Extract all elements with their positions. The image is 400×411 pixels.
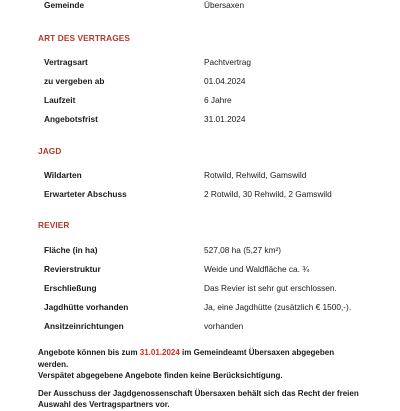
note-committee-cont: Auswahl des Vertragspartners vor.: [38, 400, 170, 409]
row-value: Das Revier ist sehr gut erschlossen.: [204, 283, 337, 293]
row-laufzeit: [0, 93, 400, 107]
row-zu-vergeben-ab: [0, 74, 400, 88]
row-erschliessung: [0, 281, 400, 295]
row-label: Erschließung: [44, 283, 97, 293]
row-revierstruktur: [0, 262, 400, 276]
row-ansitzeinrichtungen: [0, 319, 400, 333]
row-label: Revierstruktur: [44, 264, 101, 274]
row-value: 01.04.2024: [204, 76, 246, 86]
row-wildarten: [0, 168, 400, 182]
note-deadline-cont: werden.: [38, 359, 69, 369]
row-label: zu vergeben ab: [44, 76, 105, 86]
row-label: Gemeinde: [44, 0, 85, 10]
closing-notes: [38, 347, 368, 411]
deadline-date: 31.01.2024: [139, 348, 180, 357]
row-label: Vertragsart: [44, 57, 88, 67]
row-value: Ja, eine Jagdhütte (zusätzlich € 1500,-).: [204, 302, 352, 312]
note-text: im Gemeindeamt Übersaxen abgegeben: [179, 348, 335, 357]
note-text: Angebote können bis zum: [38, 348, 140, 357]
row-vertragsart: [0, 55, 400, 69]
row-value: 6 Jahre: [204, 95, 232, 105]
row-value: 31.01.2024: [204, 114, 246, 124]
row-gemeinde: [0, 0, 400, 12]
row-value: 527,08 ha (5,27 km²): [204, 245, 282, 255]
row-value: Rotwild, Rehwild, Gamswild: [204, 170, 307, 180]
row-label: Fläche (in ha): [44, 245, 98, 255]
row-value: 2 Rotwild, 30 Rehwild, 2 Gamswild: [204, 189, 332, 199]
section-title-revier: REVIER: [38, 220, 70, 230]
row-value: Übersaxen: [204, 0, 245, 10]
note-deadline: [38, 347, 368, 359]
note-late-offers: Verspätet abgegebene Angebote finden keine Berücksichtigung.: [38, 371, 283, 380]
row-label: Erwarteter Abschuss: [44, 189, 127, 199]
note-committee: Der Ausschuss der Jagdgenossenschaft Übersaxen behält sich das Recht der freien: [38, 388, 359, 398]
row-value: vorhanden: [204, 321, 244, 331]
row-label: Jagdhütte vorhanden: [44, 302, 129, 312]
row-value: Pachtvertrag: [204, 57, 252, 67]
row-label: Wildarten: [44, 170, 82, 180]
row-label: Angebotsfrist: [44, 114, 98, 124]
row-jagdhuette: [0, 300, 400, 314]
row-erwarteter-abschuss: [0, 187, 400, 201]
row-label: Laufzeit: [44, 95, 76, 105]
row-angebotsfrist: [0, 112, 400, 126]
section-title-vertrag: ART DES VERTRAGES: [38, 33, 131, 43]
section-title-jagd: JAGD: [38, 146, 62, 156]
row-flaeche: [0, 243, 400, 257]
row-value: Weide und Waldfläche ca. ¾: [204, 264, 310, 274]
row-label: Ansitzeinrichtungen: [44, 321, 124, 331]
